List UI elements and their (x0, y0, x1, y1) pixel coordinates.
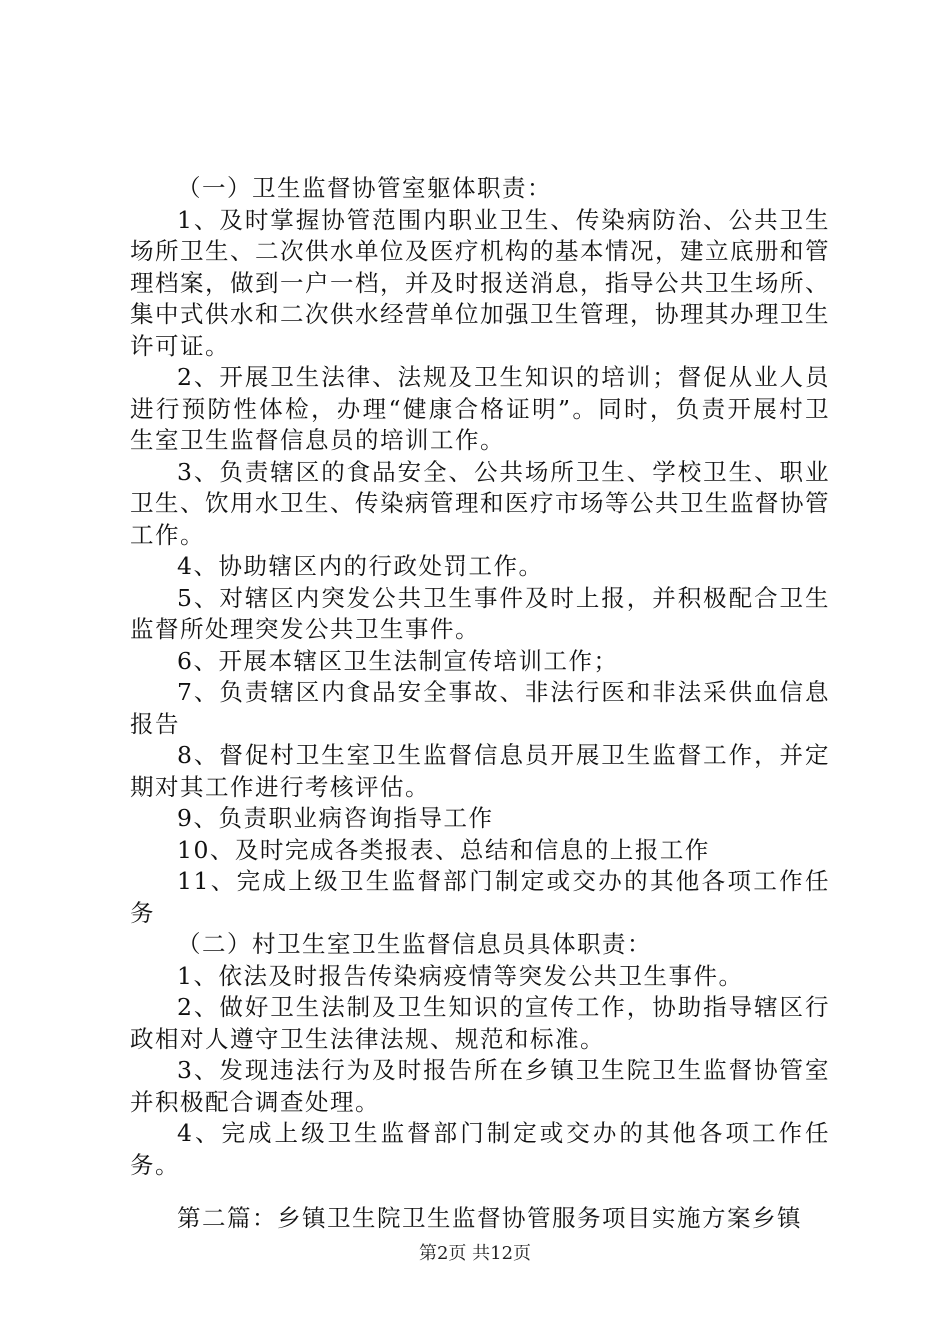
section-spacer (130, 1181, 830, 1203)
section-heading-1: （一）卫生监督协管室躯体职责： (177, 174, 552, 202)
paragraph: 3、负责辖区的食品安全、公共场所卫生、学校卫生、职业卫生、饮用水卫生、传染病管理和医疗市场等公共卫生监督协管工作。 (130, 457, 830, 549)
paragraph: 11、完成上级卫生监督部门制定或交办的其他各项工作任务 (130, 867, 830, 927)
paragraph: 8、督促村卫生室卫生监督信息员开展卫生监督工作，并定期对其工作进行考核评估。 (130, 741, 830, 801)
paragraph: 1、及时掌握协管范围内职业卫生、传染病防治、公共卫生场所卫生、二次供水单位及医疗机构的基本情况，建立底册和管理档案，做到一户一档，并及时报送消息，指导公共卫生场所、集中式供水和二次供水经营单位加强卫生管理，协理其办理卫生许可证。 (130, 205, 830, 360)
paragraph: 4、完成上级卫生监督部门制定或交办的其他各项工作任务。 (130, 1119, 830, 1179)
paragraph: 6、开展本辖区卫生法制宣传培训工作； (177, 646, 619, 675)
paragraph: 9、负责职业病咨询指导工作 (177, 804, 494, 832)
next-section-title: 第二篇：乡镇卫生院卫生监督协管服务项目实施方案乡镇 (177, 1204, 802, 1232)
paragraph: 1、依法及时报告传染病疫情等突发公共卫生事件。 (177, 961, 744, 990)
document-body (130, 173, 830, 1235)
paragraph: 2、做好卫生法制及卫生知识的宣传工作，协助指导辖区行政相对人遵守卫生法律法规、规范和标准。 (130, 993, 830, 1053)
paragraph: 4、协助辖区内的行政处罚工作。 (177, 552, 544, 580)
paragraph: 3、发现违法行为及时报告所在乡镇卫生院卫生监督协管室并积极配合调查处理。 (130, 1056, 830, 1116)
paragraph: 7、负责辖区内食品安全事故、非法行医和非法采供血信息报告 (130, 678, 830, 738)
paragraph: 5、对辖区内突发公共卫生事件及时上报，并积极配合卫生监督所处理突发公共卫生事件。 (130, 583, 830, 643)
section-heading-2: （二）村卫生室卫生监督信息员具体职责： (177, 930, 652, 958)
page-number-footer: 第2页 共12页 (418, 1243, 532, 1264)
paragraph: 2、开展卫生法律、法规及卫生知识的培训；督促从业人员进行预防性体检，办理“健康合格证明”。同时，负责开展村卫生室卫生监督信息员的培训工作。 (130, 363, 830, 454)
paragraph: 10、及时完成各类报表、总结和信息的上报工作 (177, 835, 710, 864)
